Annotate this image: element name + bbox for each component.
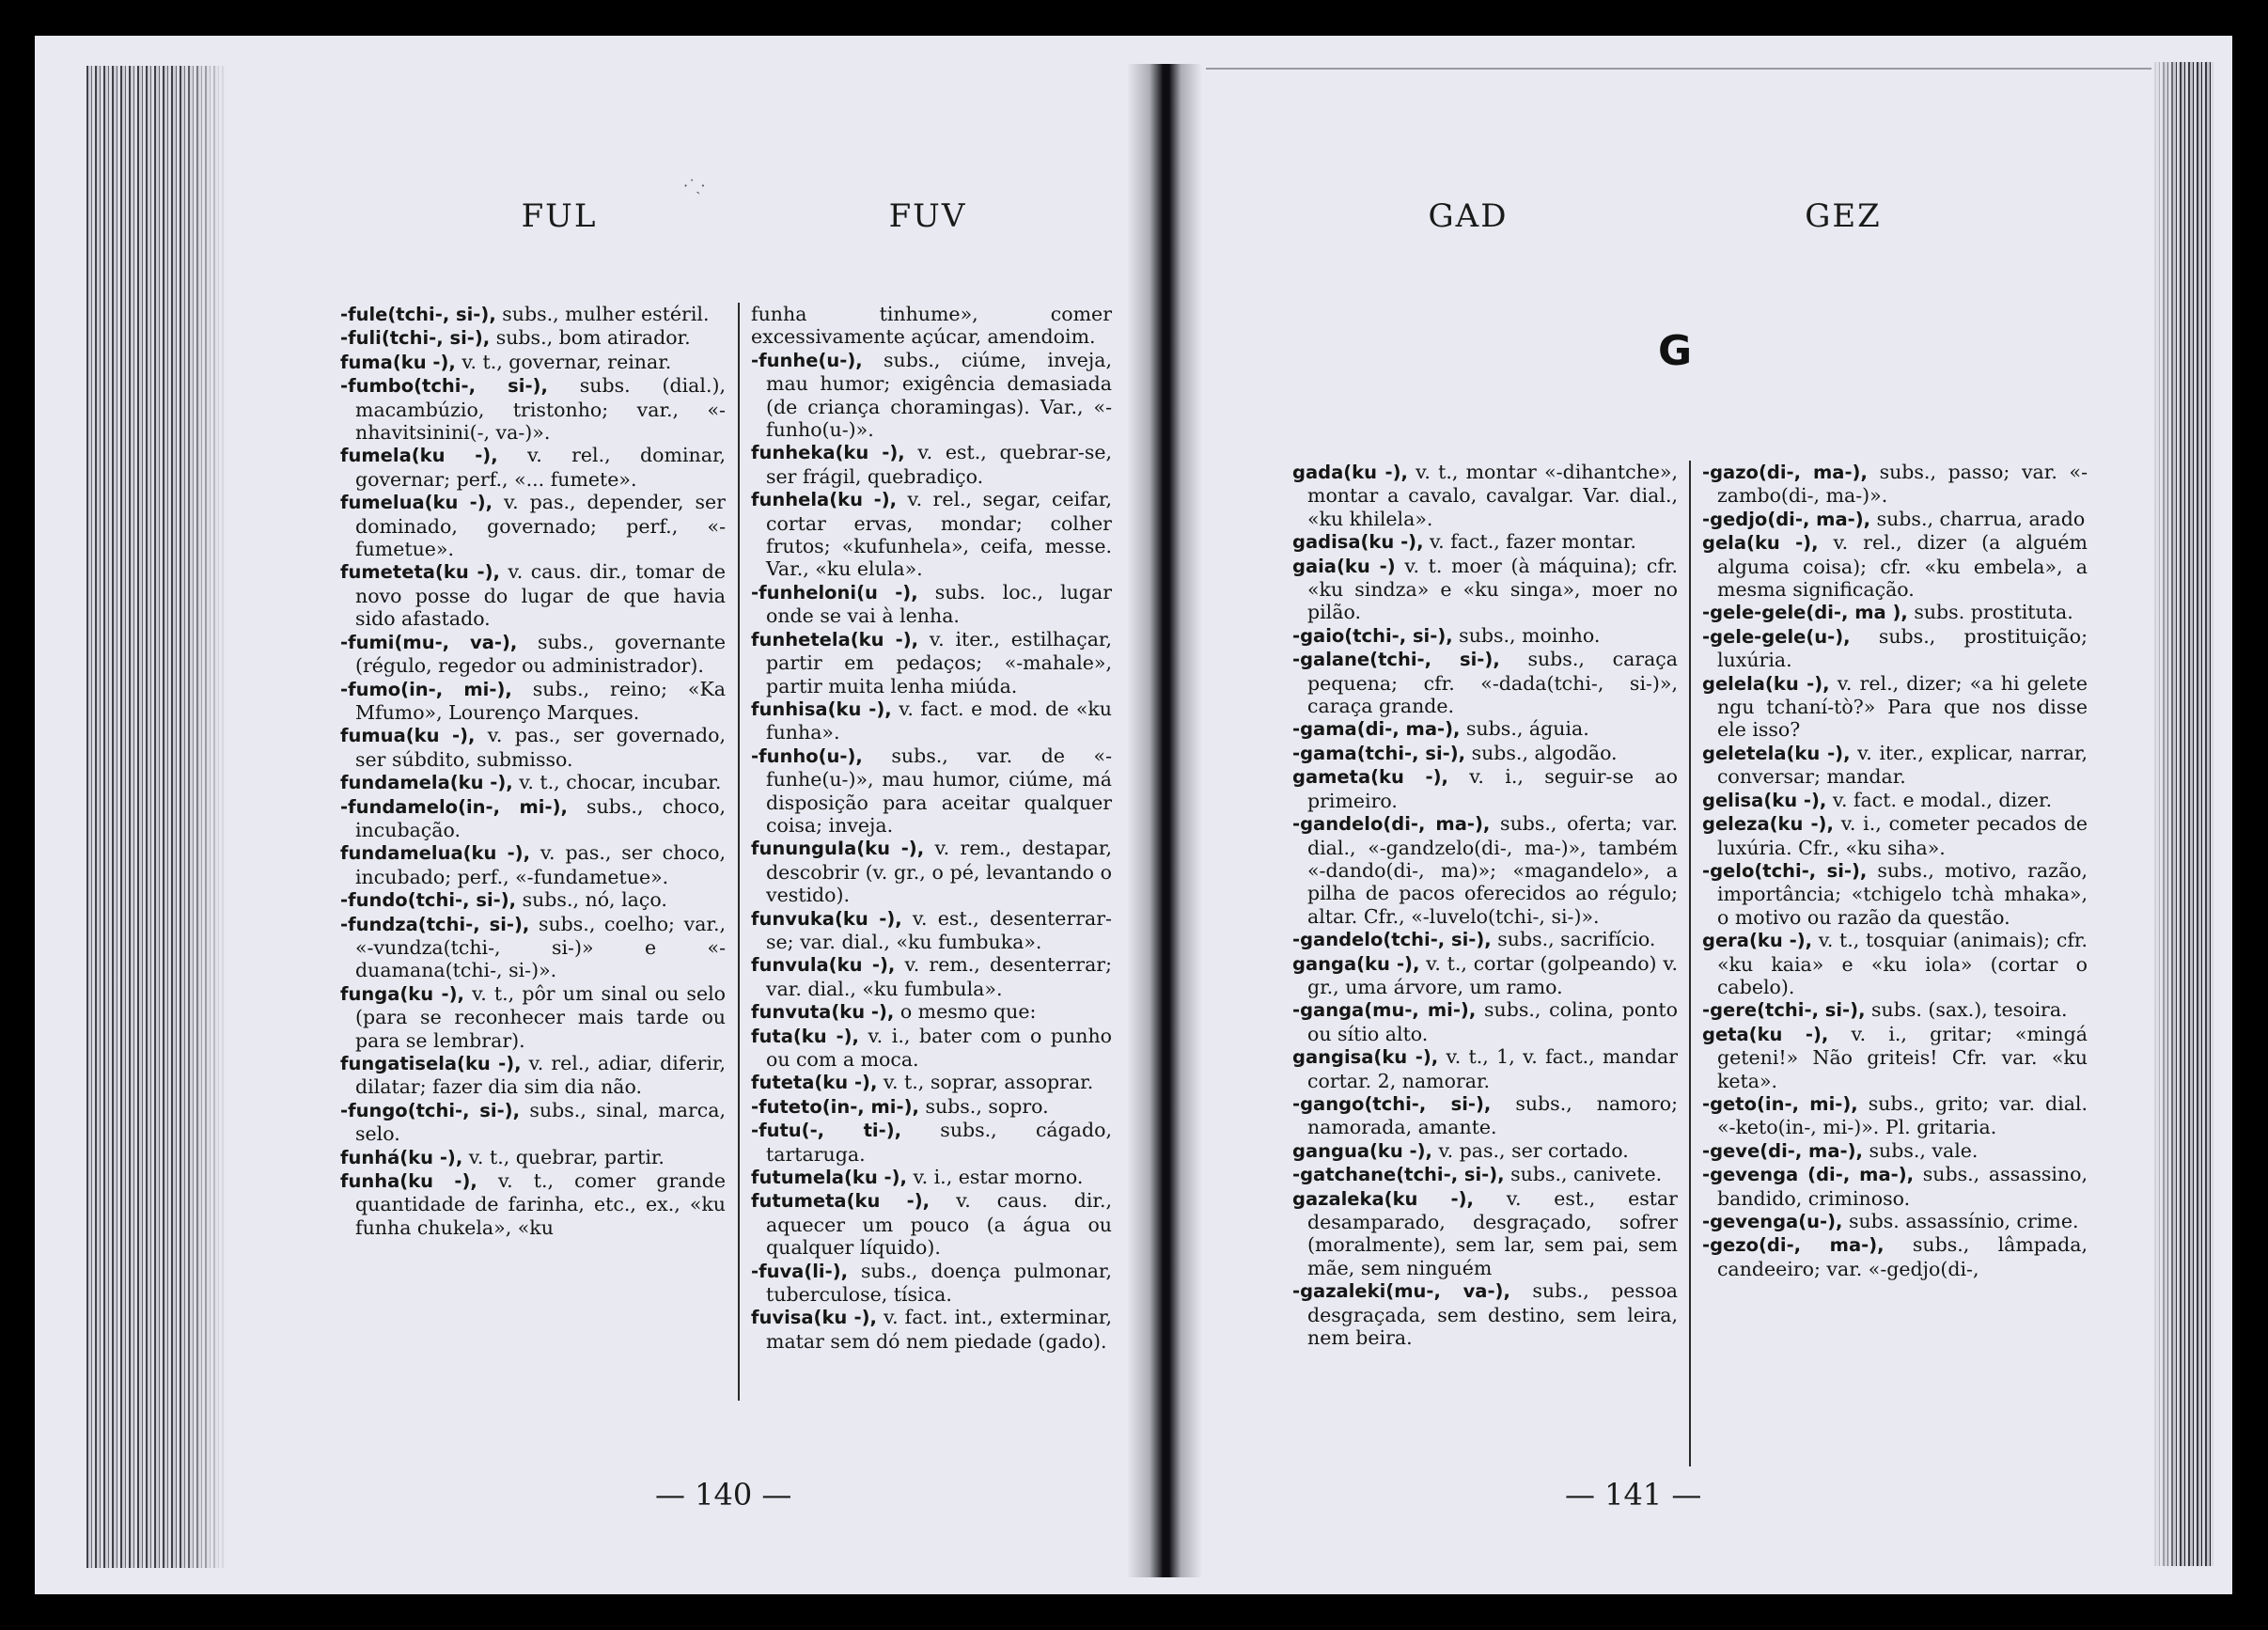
definition: subs., grito; var. dial. «-keto(in-, mi-)». Pl. gritaria. [1717, 1091, 2088, 1139]
dictionary-entry [751, 837, 1112, 906]
headword: fungatisela(ku -), [340, 1053, 522, 1074]
headword: gameta(ku -), [1292, 766, 1448, 789]
dictionary-entry [340, 771, 726, 794]
column-rule [1689, 461, 1691, 1466]
dictionary-entry [1292, 812, 1678, 928]
headword: -funhe(u-), [751, 349, 863, 371]
headword: ganga(ku -), [1292, 952, 1420, 975]
definition: v. t., pôr um sinal ou selo (para se reconhecer mais tarde ou para se lembrar). [355, 981, 726, 1052]
definition: v. i., cometer pecados de luxúria. Cfr., «ku siha». [1717, 812, 2088, 859]
dictionary-entry [1292, 1045, 1678, 1092]
definition: v. t., governar, reinar. [455, 350, 672, 373]
headword: fundamela(ku -), [340, 772, 513, 794]
definition: v. t., chocar, incubar. [512, 771, 722, 794]
definition: subs., algodão. [1465, 741, 1618, 764]
definition: v. iter., explicar, narrar, conversar; mandar. [1717, 741, 2088, 789]
dictionary-entry [340, 631, 726, 678]
definition: subs., doença pulmonar, tuberculose, tísica. [766, 1259, 1112, 1307]
section-letter: G [1657, 327, 1693, 375]
headword: funhela(ku -), [751, 489, 898, 511]
dictionary-entry [1702, 812, 2088, 859]
definition: subs., passo; var. «-zambo(di-, ma-)». [1717, 461, 2088, 508]
dictionary-entry [1702, 1092, 2088, 1139]
dictionary-entry [340, 678, 726, 725]
headword: -galane(tchi-, si-), [1292, 649, 1500, 671]
headword: -geto(in-, mi-), [1702, 1092, 1858, 1115]
page-number: — 141 — [1565, 1477, 1702, 1512]
headword: gadisa(ku -), [1292, 531, 1424, 554]
definition: v. i., bater com o punho ou com a moca. [766, 1024, 1112, 1071]
headword: gela(ku -), [1702, 532, 1819, 555]
dictionary-entry [1702, 859, 2088, 929]
definition: funha tinhume», comer excessivamente açúcar, amendoim. [751, 303, 1112, 349]
headword: -fundza(tchi-, si-), [340, 913, 530, 935]
definition: subs., caraça pequena; cfr. «-dada(tchi-, si-)», caraça grande. [1307, 648, 1679, 718]
dictionary-entry [1702, 601, 2088, 624]
headword: funhisa(ku -), [751, 697, 892, 720]
dictionary-entry [340, 1052, 726, 1099]
dictionary-entry [340, 1169, 726, 1239]
headword: -fumi(mu-, va-), [340, 631, 518, 653]
headword: -futu(-, ti-), [751, 1120, 902, 1142]
definition: subs., pessoa desgraçada, sem destino, sem leira, nem beira. [1307, 1279, 1679, 1350]
dictionary-entry [751, 1025, 1112, 1072]
dictionary-entry [1702, 998, 2088, 1022]
dictionary-entry [1292, 1163, 1678, 1186]
dictionary-entry [1292, 1187, 1678, 1280]
dictionary-entry [340, 982, 726, 1052]
headword: -gatchane(tchi-, si-), [1292, 1164, 1505, 1186]
dictionary-entry [751, 303, 1112, 349]
dictionary-entry [1702, 1023, 2088, 1092]
definition: o mesmo que: [894, 1000, 1037, 1024]
definition: v. i., estar morno. [906, 1166, 1084, 1189]
definition: subs., governante (régulo, regedor ou administrador). [355, 630, 726, 678]
definition: v. t., cortar (golpeando) v. gr., uma árvore, um ramo. [1307, 951, 1678, 998]
dictionary-entry [340, 1146, 726, 1169]
dictionary-entry [1292, 648, 1678, 717]
dictionary-entry [1292, 952, 1678, 999]
headword: funvuta(ku -), [751, 1001, 895, 1024]
definition: v. pas., ser choco, incubado; perf., «-fundametue». [355, 841, 726, 888]
headword: futa(ku -), [751, 1025, 859, 1047]
dictionary-entry [751, 1306, 1112, 1353]
headword: -geve(di-, ma-), [1702, 1139, 1863, 1162]
definition: subs., coelho; var., «-vundza(tchi-, si-)» e «-duamana(tchi-, si-)». [355, 912, 726, 982]
headword: funhetela(ku -), [751, 628, 919, 650]
left-column-1 [340, 303, 726, 1239]
definition: subs., cágado, tartaruga. [766, 1119, 1112, 1166]
dictionary-entry [1292, 1139, 1678, 1163]
running-head-fuv: FUV [888, 197, 967, 235]
headword: -gezo(di-, ma-), [1702, 1234, 1885, 1257]
headword: -gele-gele(di-, ma ), [1702, 602, 1908, 624]
definition: subs., motivo, razão, importância; «tchigelo tchà mhaka», o motivo ou razão da questão. [1717, 858, 2088, 929]
dictionary-entry [751, 1119, 1112, 1166]
definition: v. t., tosquiar (animais); cfr. «ku kaia» e «ku iola» (cortar o cabelo). [1717, 929, 2088, 998]
headword: fumelua(ku -), [340, 492, 493, 514]
headword: gaia(ku -) [1292, 555, 1396, 577]
definition: v. t., montar «-dihantche», montar a cavalo, cavalgar. Var. dial., «ku khilela». [1307, 461, 1678, 530]
dictionary-entry [340, 724, 726, 771]
definition: v. i., gritar; «mingá geteni!» Não griteis! Cfr. var. «ku keta». [1717, 1022, 2088, 1092]
definition: v. rel., adiar, diferir, dilatar; fazer dia sim dia não. [355, 1052, 726, 1099]
definition: subs., charrua, arado [1870, 507, 2086, 530]
headword: -gandelo(di-, ma-), [1292, 813, 1491, 836]
headword: fumua(ku -), [340, 725, 476, 747]
definition: subs. prostituta. [1907, 601, 2073, 624]
definition: v. pas., ser governado, ser súbdito, submisso. [355, 724, 726, 771]
definition: subs., oferta; var. dial., «-gandzelo(di-, ma-)», também «-dando(di-, ma)»; «magandelo», a pilha de pacos oferecidos ao régulo; altar. Cfr., «-luvelo(tchi-, si-)». [1307, 812, 1678, 928]
definition: subs. (dial.), macambúzio, tristonho; var., «-nhavitsinini(-, va-)». [355, 374, 726, 445]
headword: -gazo(di-, ma-), [1702, 462, 1868, 483]
definition: v. fact. e modal., dizer. [1826, 788, 2053, 811]
headword: -fuva(li-), [751, 1260, 849, 1282]
headword: funheka(ku -), [751, 442, 905, 464]
dictionary-entry [340, 560, 726, 630]
dictionary-entry [1292, 1092, 1678, 1139]
dictionary-entry [1702, 742, 2088, 789]
headword: futeta(ku -), [751, 1072, 878, 1094]
dictionary-entry [751, 628, 1112, 697]
definition: subs., lâmpada, candeeiro; var. «-gedjo(di-, [1717, 1233, 2088, 1280]
dictionary-entry [340, 351, 726, 374]
definition: v. t., 1, v. fact., mandar cortar. 2, namorar. [1307, 1045, 1678, 1092]
dictionary-entry [751, 1189, 1112, 1259]
headword: funvula(ku -), [751, 954, 896, 977]
headword: -gama(di-, ma-), [1292, 718, 1461, 741]
headword: funga(ku -), [340, 982, 464, 1005]
definition: subs., choco, incubação. [355, 794, 726, 841]
headword: -gama(tchi-, si-), [1292, 742, 1466, 764]
dictionary-entry [751, 744, 1112, 838]
dictionary-entry [751, 697, 1112, 744]
dictionary-entry [751, 349, 1112, 442]
dictionary-entry [340, 1099, 726, 1146]
definition: v. fact., fazer montar. [1423, 530, 1636, 554]
dictionary-entry [340, 374, 726, 444]
definition: v. iter., estilhaçar, partir em pedaços; «-mahale», partir muita lenha miúda. [766, 627, 1112, 697]
headword: gada(ku -), [1292, 462, 1408, 483]
headword: funhá(ku -), [340, 1146, 463, 1168]
dictionary-entry [1292, 530, 1678, 554]
dictionary-entry [1702, 789, 2088, 812]
headword: -gelo(tchi-, si-), [1702, 859, 1868, 882]
headword: funvuka(ku -), [751, 907, 902, 930]
headword: fumela(ku -), [340, 445, 498, 467]
dictionary-entry [1702, 1163, 2088, 1210]
headword: -fumo(in-, mi-), [340, 678, 512, 700]
headword: gelisa(ku -), [1702, 789, 1827, 811]
headword: geta(ku -), [1702, 1023, 1829, 1045]
right-column-1 [1292, 461, 1678, 1349]
dictionary-entry [340, 913, 726, 982]
headword: fuma(ku -), [340, 351, 456, 373]
headword: -fule(tchi-, si-), [340, 304, 496, 325]
definition: subs., sacrifício. [1491, 928, 1656, 951]
definition: v. caus. dir., tomar de novo posse do lugar de que havia sido afastado. [355, 560, 726, 631]
dictionary-entry [1292, 555, 1678, 624]
definition: v. fact. e mod. de «ku funha». [766, 697, 1112, 744]
definition: v. est., quebrar-se, ser frágil, quebradiço. [766, 441, 1113, 488]
headword: -gandelo(tchi-, si-), [1292, 929, 1492, 951]
headword: geleza(ku -), [1702, 813, 1834, 836]
dictionary-entry [1292, 461, 1678, 530]
definition: subs. loc., lugar onde se vai à lenha. [766, 580, 1113, 628]
definition: subs., sinal, marca, selo. [355, 1098, 726, 1146]
definition: v. caus. dir., aquecer um pouco (a água ou qualquer líquido). [766, 1189, 1113, 1260]
headword: -gaio(tchi-, si-), [1292, 624, 1453, 647]
dictionary-entry [1292, 717, 1678, 741]
dictionary-entry [751, 1260, 1112, 1307]
headword: fumeteta(ku -), [340, 561, 500, 584]
dictionary-entry [1292, 1279, 1678, 1349]
dictionary-entry [1702, 531, 2088, 601]
dictionary-entry [1702, 1139, 2088, 1163]
definition: v. t., soprar, assoprar. [877, 1071, 1094, 1094]
dictionary-entry [1702, 461, 2088, 508]
definition: v. pas., depender, ser dominado, governado; perf., «-fumetue». [355, 491, 726, 561]
definition: subs., assassino, bandido, criminoso. [1717, 1163, 2088, 1210]
headword: -funheloni(u -), [751, 581, 918, 603]
dictionary-entry [1702, 1210, 2088, 1233]
headword: -fundo(tchi-, si-), [340, 889, 517, 912]
headword: -futeto(in-, mi-), [751, 1095, 919, 1118]
definition: subs., sopro. [918, 1094, 1049, 1118]
definition: subs., canivete. [1504, 1163, 1663, 1186]
headword: funha(ku -), [340, 1170, 477, 1193]
headword: -gedjo(di-, ma-), [1702, 508, 1871, 530]
definition: subs., bom atirador. [490, 326, 691, 350]
headword: gelela(ku -), [1702, 672, 1830, 695]
headword: -gele-gele(u-), [1702, 625, 1851, 648]
left-column-2 [751, 303, 1112, 1353]
dictionary-entry [340, 444, 726, 491]
page-number: — 140 — [655, 1477, 792, 1512]
definition: subs. assassínio, crime. [1842, 1210, 2079, 1232]
dictionary-entry [751, 581, 1112, 628]
headword: gangua(ku -), [1292, 1139, 1432, 1162]
definition: subs., prostituição; luxúria. [1717, 624, 2088, 672]
headword: -fungo(tchi-, si-), [340, 1099, 520, 1121]
dictionary-entry [1702, 929, 2088, 998]
definition: v. est., desenterrar-se; var. dial., «ku fumbuka». [766, 906, 1112, 953]
dictionary-entry [1702, 1233, 2088, 1280]
definition: subs., moinho. [1452, 623, 1601, 647]
headword: fununguIa(ku -), [751, 838, 925, 860]
left-page [35, 36, 1151, 1594]
dictionary-entry [751, 1000, 1112, 1024]
book-spread [35, 36, 2232, 1594]
dictionary-entry [751, 953, 1112, 1000]
headword: -fumbo(tchi-, si-), [340, 375, 548, 398]
headword: gangisa(ku -), [1292, 1046, 1439, 1069]
definition: subs., namoro; namorada, amante. [1307, 1091, 1678, 1139]
headword: geletela(ku -), [1702, 742, 1851, 764]
dictionary-entry [1702, 625, 2088, 672]
dictionary-entry [340, 888, 726, 912]
running-head-gad: GAD [1428, 197, 1509, 235]
headword: -gazaleki(mu-, va-), [1292, 1280, 1510, 1303]
definition: v. i., seguir-se ao primeiro. [1307, 765, 1679, 812]
definition: v. t., comer grande quantidade de farinha, etc., ex., «ku funha chukela», «ku [355, 1169, 726, 1239]
dictionary-entry [751, 441, 1112, 488]
headword: futumela(ku -), [751, 1167, 907, 1189]
definition: subs., ciúme, inveja, mau humor; exigência demasiada (de criança choramingas). Var., «-funho(u-)». [766, 348, 1112, 442]
column-rule [738, 303, 740, 1401]
page-edge-left [86, 66, 227, 1568]
dictionary-entry [1292, 998, 1678, 1045]
headword: -ganga(mu-, mi-), [1292, 999, 1477, 1022]
headword: -funho(u-), [751, 744, 863, 767]
definition: subs., mulher estéril. [495, 303, 710, 325]
running-head-gez: GEZ [1805, 197, 1882, 235]
definition: v. rem., destapar, descobrir (v. gr., o pé, levantando o vestido). [766, 837, 1112, 907]
definition: v. est., estar desamparado, desgraçado, sofrer (moralmente), sem lar, sem pai, sem mãe, sem ninguém [1307, 1186, 1678, 1279]
definition: v. rel., dizer (a alguém alguma coisa); cfr. «ku embela», a mesma significação. [1717, 531, 2088, 602]
definition: v. rel., segar, ceifar, cortar ervas, mondar; colher frutos; «kufunhela», ceifa, messe. Var., «ku elula». [766, 488, 1112, 581]
headword: fundamelua(ku -), [340, 842, 530, 865]
headword: gera(ku -), [1702, 930, 1813, 952]
headword: -gevenga (di-, ma-), [1702, 1164, 1915, 1186]
definition: subs., nó, laço. [516, 888, 667, 912]
headword: -fundamelo(in-, mi-), [340, 795, 568, 818]
headword: -gevenga(u-), [1702, 1211, 1843, 1232]
dictionary-entry [340, 326, 726, 350]
dictionary-entry [1292, 765, 1678, 812]
ink-smudge: ·˙ˏ· [683, 177, 706, 195]
dictionary-entry [751, 1095, 1112, 1119]
definition: v. rem., desenterrar; var. dial., «ku fumbula». [766, 953, 1113, 1000]
dictionary-entry [340, 491, 726, 560]
definition: v. t. moer (à máquina); cfr. «ku sindza» e «ku singa», moer no pilão. [1307, 554, 1678, 624]
dictionary-entry [340, 841, 726, 888]
definition: subs., vale. [1862, 1138, 1979, 1162]
definition: subs., águia. [1460, 717, 1589, 741]
dictionary-entry [1292, 624, 1678, 648]
dictionary-entry [1702, 508, 2088, 531]
dictionary-entry [751, 488, 1112, 581]
dictionary-entry [751, 907, 1112, 954]
definition: v. rel., dizer; «a hi gelete ngu tchaní-tò?» Para que nos disse ele isso? [1717, 671, 2088, 742]
running-head-ful: FUL [521, 197, 598, 235]
headword: futumeta(ku -), [751, 1190, 931, 1213]
dictionary-entry [340, 795, 726, 842]
definition: subs., reino; «Ka Mfumo», Lourenço Marques. [355, 677, 727, 724]
headword: fuvisa(ku -), [751, 1307, 877, 1329]
page-edge-right [2151, 62, 2213, 1566]
dictionary-entry [1292, 928, 1678, 951]
definition: v. pas., ser cortado. [1431, 1138, 1629, 1162]
headword: -gango(tchi-, si-), [1292, 1092, 1492, 1115]
right-column-2 [1702, 461, 2088, 1280]
headword: -fuli(tchi-, si-), [340, 327, 491, 350]
right-page [1161, 36, 2232, 1594]
definition: v. rel., dominar, governar; perf., «... fumete». [355, 444, 727, 491]
dictionary-entry [751, 1071, 1112, 1094]
dictionary-entry [751, 1166, 1112, 1189]
dictionary-entry [1702, 672, 2088, 742]
definition: v. t., quebrar, partir. [462, 1145, 665, 1168]
dictionary-entry [340, 303, 726, 326]
headword: gazaleka(ku -), [1292, 1187, 1474, 1210]
definition: v. fact. int., exterminar, matar sem dó nem piedade (gado). [766, 1306, 1112, 1353]
definition: subs., var. de «-funhe(u-)», mau humor, ciúme, má disposição para aceitar qualquer coisa; inveja. [766, 744, 1112, 837]
definition: subs. (sax.), tesoira. [1865, 998, 2068, 1022]
definition: subs., colina, ponto ou sítio alto. [1307, 998, 1679, 1045]
headword: -gere(tchi-, si-), [1702, 999, 1866, 1022]
dictionary-entry [1292, 742, 1678, 765]
